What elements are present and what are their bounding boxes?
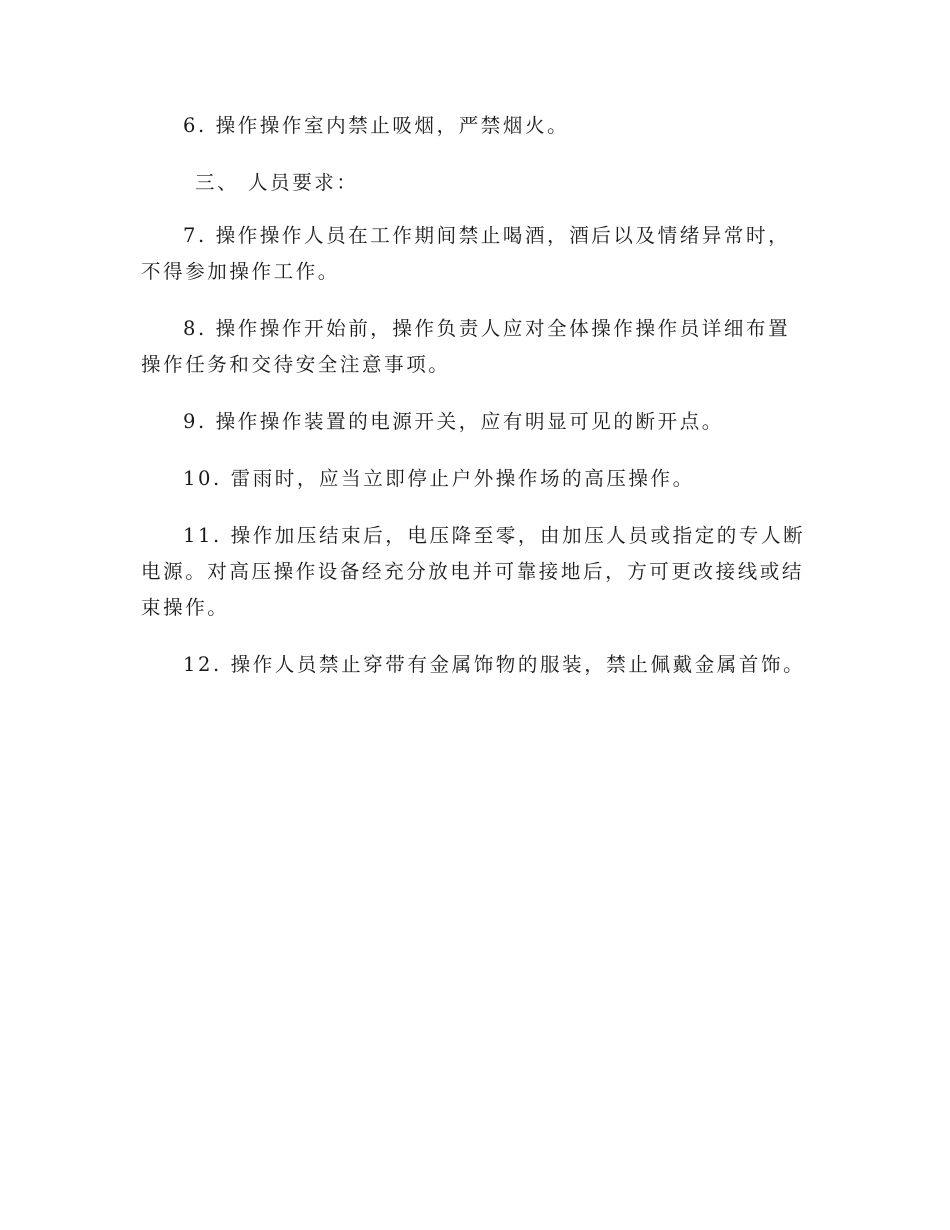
paragraph-item-10: 10. 雷雨时，应当立即停止户外操作场的高压操作。 — [183, 467, 695, 490]
paragraph-item-7: 7. 操作操作人员在工作期间禁止喝酒，酒后以及情绪异常时，不得参加操作工作。 — [141, 224, 791, 283]
paragraph-item-6: 6. 操作操作室内禁止吸烟，严禁烟火。 — [183, 114, 570, 137]
section-heading-personnel-requirements: 三、 人员要求： — [195, 171, 359, 194]
paragraph-item-9: 9. 操作操作装置的电源开关，应有明显可见的断开点。 — [183, 410, 724, 433]
paragraph-item-8: 8. 操作操作开始前，操作负责人应对全体操作操作员详细布置操作任务和交待安全注意事项。 — [141, 317, 791, 376]
paragraph-item-11: 11. 操作加压结束后，电压降至零，由加压人员或指定的专人断电源。对高压操作设备经充分放电并可靠接地后，方可更改接线或结束操作。 — [141, 524, 806, 619]
paragraph-item-12: 12. 操作人员禁止穿带有金属饰物的服装，禁止佩戴金属首饰。 — [183, 653, 806, 676]
document-body — [141, 108, 806, 704]
